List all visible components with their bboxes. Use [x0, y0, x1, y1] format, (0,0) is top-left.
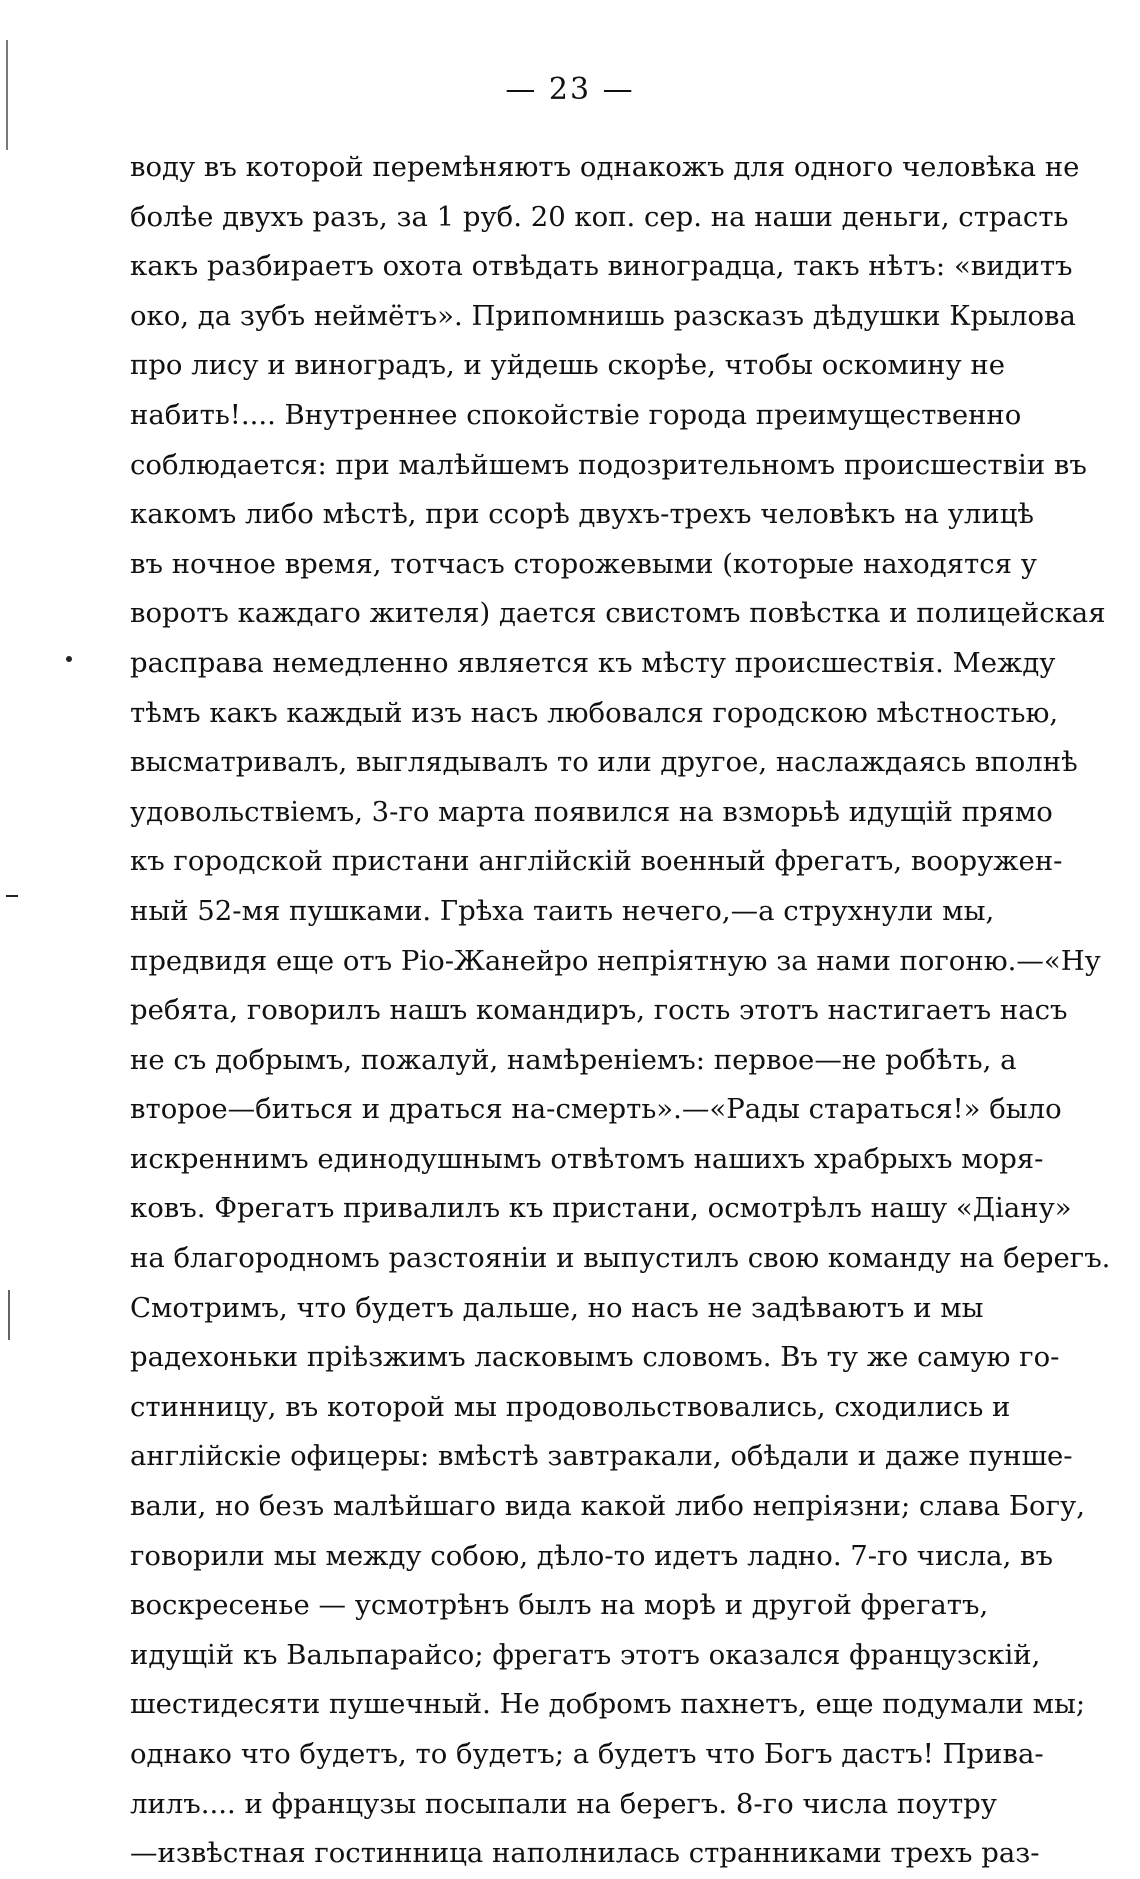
text-line: лилъ.... и французы посыпали на берегъ. 8-го числа поутру [130, 1787, 997, 1820]
text-line: воскресенье — усмотрѣнъ былъ на морѣ и другой фрегатъ, [130, 1589, 989, 1622]
text-line: шестидесяти пушечный. Не добромъ пахнетъ, еще подумали мы; [130, 1688, 1086, 1721]
text-line: вали, но безъ малѣйшаго вида какой либо непріязни; слава Богу, [130, 1490, 1085, 1523]
text-line: ный 52-мя пушками. Грѣха таить нечего,—а струхнули мы, [130, 894, 995, 927]
text-line: какомъ либо мѣстѣ, при ссорѣ двухъ-трехъ человѣкъ на улицѣ [130, 498, 1034, 531]
text-line: болѣе двухъ разъ, за 1 руб. 20 коп. сер. на наши деньги, страсть [130, 200, 1069, 233]
text-line: Смотримъ, что будетъ дальше, но насъ не задѣваютъ и мы [130, 1291, 984, 1324]
text-line: англійскіе офицеры: вмѣстѣ завтракали, обѣдали и даже пунше- [130, 1440, 1073, 1473]
page-number: — 23 — [505, 72, 635, 107]
margin-mark [6, 895, 18, 897]
text-line: тѣмъ какъ каждый изъ насъ любовался городскою мѣстностью, [130, 696, 1059, 729]
body-text [130, 143, 1111, 1879]
text-line: —извѣстная гостинница наполнилась странниками трехъ раз- [130, 1837, 1040, 1870]
text-line: радехоньки пріѣзжимъ ласковымъ словомъ. Въ ту же самую го- [130, 1341, 1060, 1374]
text-line: не съ добрымъ, пожалуй, намѣреніемъ: первое—не робѣть, а [130, 1043, 1017, 1076]
text-line: идущій къ Вальпарайсо; фрегатъ этотъ оказался французскій, [130, 1638, 1041, 1671]
text-line: къ городской пристани англійскій военный фрегатъ, вооружен- [130, 845, 1063, 878]
text-line: соблюдается: при малѣйшемъ подозрительномъ происшествіи въ [130, 448, 1087, 481]
text-line: какъ разбираетъ охота отвѣдать виноградца, такъ нѣтъ: «видитъ [130, 250, 1073, 283]
margin-mark [8, 1290, 10, 1340]
text-line: однако что будетъ, то будетъ; а будетъ что Богъ дастъ! Прива- [130, 1738, 1044, 1770]
text-line: высматривалъ, выглядывалъ то или другое, наслаждаясь вполнѣ [130, 746, 1078, 779]
text-line: расправа немедленно является къ мѣсту происшествія. Между [130, 646, 1056, 679]
text-line: набить!.... Внутреннее спокойствіе города преимущественно [130, 398, 1022, 431]
text-line: предвидя еще отъ Ріо-Жанейро непріятную за нами погоню.—«Ну [130, 944, 1101, 977]
text-line: про лису и виноградъ, и уйдешь скорѣе, чтобы оскомину не [130, 349, 1006, 382]
text-line: второе—биться и драться на-смерть».—«Рады стараться!» было [130, 1093, 1062, 1126]
text-line: въ ночное время, тотчасъ сторожевыми (которые находятся у [130, 547, 1037, 580]
text-line: удовольствіемъ, 3-го марта появился на взморьѣ идущій прямо [130, 795, 1053, 828]
text-line: око, да зубъ неймётъ». Припомнишь разсказъ дѣдушки Крылова [130, 299, 1076, 332]
text-line: воду въ которой перемѣняютъ однакожъ для одного человѣка не [130, 151, 1080, 183]
text-line: на благородномъ разстояніи и выпустилъ свою команду на берегъ. [130, 1242, 1111, 1275]
text-line: ковъ. Фрегатъ привалилъ къ пристани, осмотрѣлъ нашу «Діану» [130, 1192, 1072, 1225]
text-line: говорили мы между собою, дѣло-то идетъ ладно. 7-го числа, въ [130, 1539, 1054, 1572]
margin-mark [66, 656, 72, 662]
text-line: стинницу, въ которой мы продовольствовались, сходились и [130, 1390, 1011, 1423]
text-line: ребята, говорилъ нашъ командиръ, гость этотъ настигаетъ насъ [130, 994, 1068, 1027]
text-line: воротъ каждаго жителя) дается свистомъ повѣстка и полицейская [130, 597, 1106, 630]
text-line: искреннимъ единодушнымъ отвѣтомъ нашихъ храбрыхъ моря- [130, 1142, 1044, 1175]
